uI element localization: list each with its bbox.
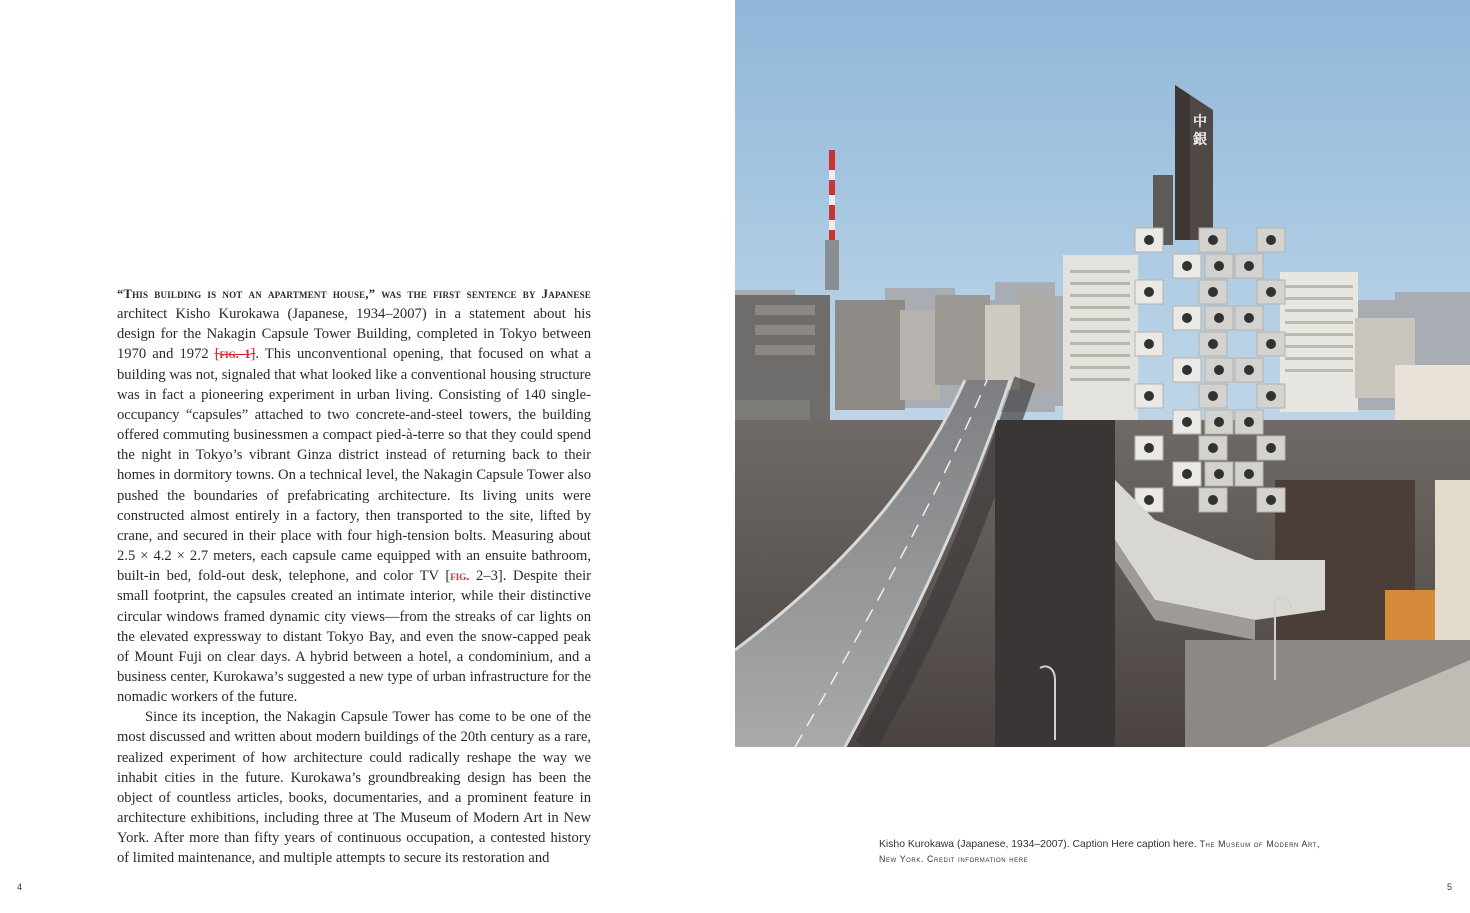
capsule-window [1182, 313, 1192, 323]
page-number-right: 5 [1447, 882, 1453, 892]
lead-in: “This building is not an apartment house,” was the first sentence by Japanese [117, 287, 591, 301]
capsule-window [1266, 391, 1276, 401]
capsule-window [1208, 235, 1218, 245]
capsule-window [1144, 495, 1154, 505]
capsule-window [1182, 261, 1192, 271]
capsule-window [1266, 339, 1276, 349]
capsule-window [1208, 495, 1218, 505]
capsule-window [1182, 469, 1192, 479]
paragraph-1-text-a: architect Kisho Kurokawa (Japanese, 1934–2007) in a statement about his design for the Nakagin Capsule Tower Building, completed in Tokyo between 1970 and 1972 [117, 306, 591, 363]
capsule-window [1144, 391, 1154, 401]
capsule-window [1214, 365, 1224, 375]
fig-2-range: 2–3 [469, 568, 498, 585]
capsule-window [1144, 287, 1154, 297]
fig-1-open-bracket: [ [214, 346, 220, 363]
capsule-window [1244, 469, 1254, 479]
capsule-window [1244, 261, 1254, 271]
body-text [117, 284, 591, 869]
capsule-window [1214, 313, 1224, 323]
capsule-window [1244, 365, 1254, 375]
photo-caption [879, 837, 1339, 867]
paragraph-1-text-b: . This unconventional opening, that focused on what a building was not, signaled that what looked like a conventional housing structure was in fact a pioneering experiment in urban living. Consisting of 140 single-occupancy “capsules” attached to two concrete-and-steel towers, the building offered commuting businessmen a compact pied-à-terre so that they could spend the night in Tokyo’s vibrant Ginza district instead of returning back to their homes in dormitory towns. On a technical level, the Nakagin Capsule Tower also pushed the boundaries of prefabricating architecture. Its living units were constructed almost entirely in a factory, then transported to the site, lifted by crane, and secured in their place with four high-tension bolts. Measuring about 2.5 × 4.2 × 2.7 meters, each capsule came equipped with an ensuite bathroom, built-in bed, fold-out desk, telephone, and color TV [ [117, 346, 591, 585]
capsule-window [1244, 417, 1254, 427]
capsule-window [1214, 469, 1224, 479]
capsule-window [1266, 495, 1276, 505]
capsule-window [1244, 313, 1254, 323]
nakagin-tower-photo [735, 0, 1470, 747]
fig-1-reference[interactable]: fig. 1 [219, 347, 251, 362]
capsule-window [1182, 417, 1192, 427]
sign-char-2: 銀 [1193, 132, 1207, 148]
capsule-window [1144, 339, 1154, 349]
fig-1-close-bracket: ] [250, 346, 256, 363]
page-number-left: 4 [17, 882, 23, 892]
capsule-window [1208, 391, 1218, 401]
capsule-window [1182, 365, 1192, 375]
caption-text: Kisho Kurokawa (Japanese, 1934–2007). Caption Here caption here. [879, 839, 1197, 850]
capsule-window [1144, 235, 1154, 245]
capsule-window [1266, 443, 1276, 453]
paragraph-1 [117, 284, 591, 707]
sign-char-1: 中 [1193, 114, 1207, 130]
photo-illustration [735, 0, 1470, 747]
capsule-window [1214, 417, 1224, 427]
paragraph-1-text-c: ]. Despite their small footprint, the capsules created an intimate interior, while their distinctive circular windows framed dynamic city views—from the streaks of car lights on the elevated expressway to distant Tokyo Bay, and even the snow-capped peak of Mount Fuji on clear days. A hybrid between a hotel, a condominium, and a business center, Kurokawa’s suggested a new type of urban infrastructure for the nomadic workers of the future. [117, 568, 591, 706]
capsule-window [1266, 287, 1276, 297]
capsule-window [1266, 235, 1276, 245]
capsule-window [1208, 287, 1218, 297]
fig-2-reference[interactable]: fig. [450, 569, 470, 584]
caption-credit: The Museum of Modern Art, New York. Credit information here [879, 839, 1321, 864]
capsule-window [1144, 443, 1154, 453]
capsule-window [1214, 261, 1224, 271]
capsule-window [1208, 339, 1218, 349]
paragraph-2: Since its inception, the Nakagin Capsule Tower has come to be one of the most discussed and written about modern buildings of the 20th century as a rare, realized experiment of how architecture could radically reshape the way we inhabit cities in the future. Kurokawa’s groundbreaking design has been the object of countless articles, books, documentaries, and a prominent feature in architecture exhibitions, including three at The Museum of Modern Art in New York. After more than fifty years of continuous occupation, a contested history of limited maintenance, and multiple attempts to secure its restoration and [117, 709, 591, 867]
capsule-window [1208, 443, 1218, 453]
